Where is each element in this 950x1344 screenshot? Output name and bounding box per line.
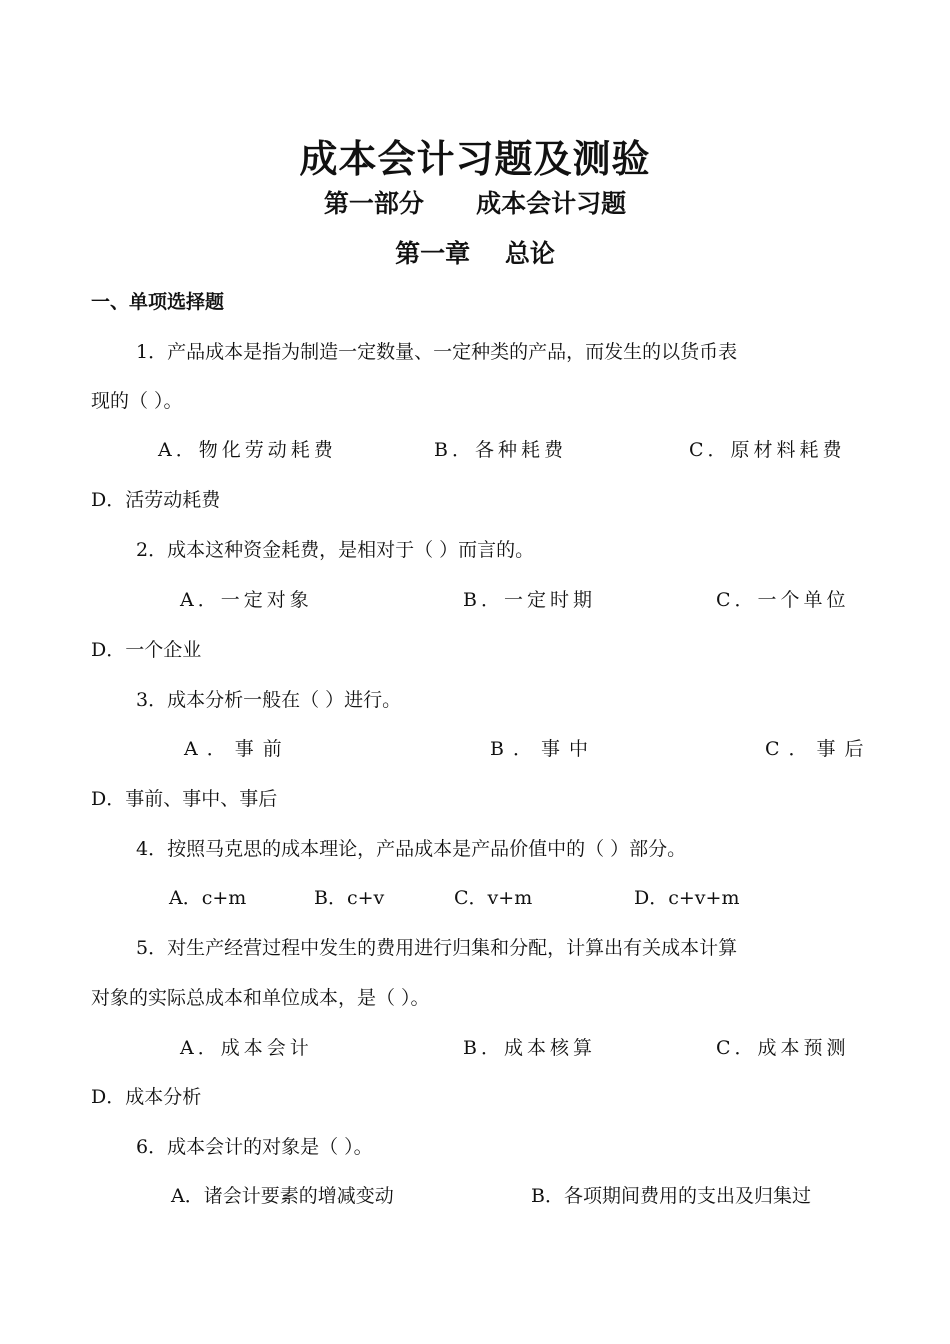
option-a: A．成本会计 bbox=[180, 1037, 313, 1059]
option-b: B．各种耗费 bbox=[434, 439, 567, 461]
option-b: B．一定时期 bbox=[463, 589, 596, 611]
option-c: C．原材料耗费 bbox=[689, 439, 846, 461]
option-b: B．各项期间费用的支出及归集过 bbox=[531, 1185, 811, 1207]
option-c: C．一个单位 bbox=[716, 589, 850, 611]
question-2-option-d: D．一个企业 bbox=[91, 639, 202, 661]
question-1-option-d: D．活劳动耗费 bbox=[91, 489, 221, 511]
option-b: B．事中 bbox=[490, 738, 597, 760]
option-a: A．c+m bbox=[169, 887, 247, 909]
option-c: C．事后 bbox=[765, 738, 873, 760]
option-c: C．v+m bbox=[454, 887, 533, 909]
option-b: B．成本核算 bbox=[463, 1037, 596, 1059]
option-a: A．物化劳动耗费 bbox=[158, 439, 337, 461]
question-1-text-cont: 现的（ ）。 bbox=[91, 390, 183, 412]
option-d: D．c+v+m bbox=[634, 887, 740, 909]
option-b: B．c+v bbox=[314, 887, 385, 909]
option-a: A．事前 bbox=[184, 738, 291, 760]
question-5-text: 5．对生产经营过程中发生的费用进行归集和分配，计算出有关成本计算 bbox=[136, 937, 738, 959]
part-heading: 第一部分 成本会计习题 bbox=[323, 189, 627, 218]
document-title: 成本会计习题及测验 bbox=[299, 137, 651, 181]
option-c: C．成本预测 bbox=[716, 1037, 850, 1059]
question-5-text-cont: 对象的实际总成本和单位成本，是（ ）。 bbox=[91, 987, 430, 1009]
question-6-text: 6．成本会计的对象是（ ）。 bbox=[136, 1136, 373, 1158]
question-5-option-d: D．成本分析 bbox=[91, 1086, 202, 1108]
question-2-text: 2．成本这种资金耗费，是相对于（ ）而言的。 bbox=[136, 539, 535, 561]
section-heading: 一、单项选择题 bbox=[91, 291, 225, 313]
chapter-heading: 第一章 总论 bbox=[395, 239, 555, 268]
option-a: A．一定对象 bbox=[180, 589, 313, 611]
option-a: A．诸会计要素的增减变动 bbox=[171, 1185, 394, 1207]
question-3-option-d: D．事前、事中、事后 bbox=[91, 788, 278, 810]
question-3-text: 3．成本分析一般在（ ）进行。 bbox=[136, 689, 402, 711]
question-1-text: 1．产品成本是指为制造一定数量、一定种类的产品，而发生的以货币表 bbox=[136, 341, 738, 363]
question-4-text: 4．按照马克思的成本理论，产品成本是产品价值中的（ ）部分。 bbox=[136, 838, 687, 860]
